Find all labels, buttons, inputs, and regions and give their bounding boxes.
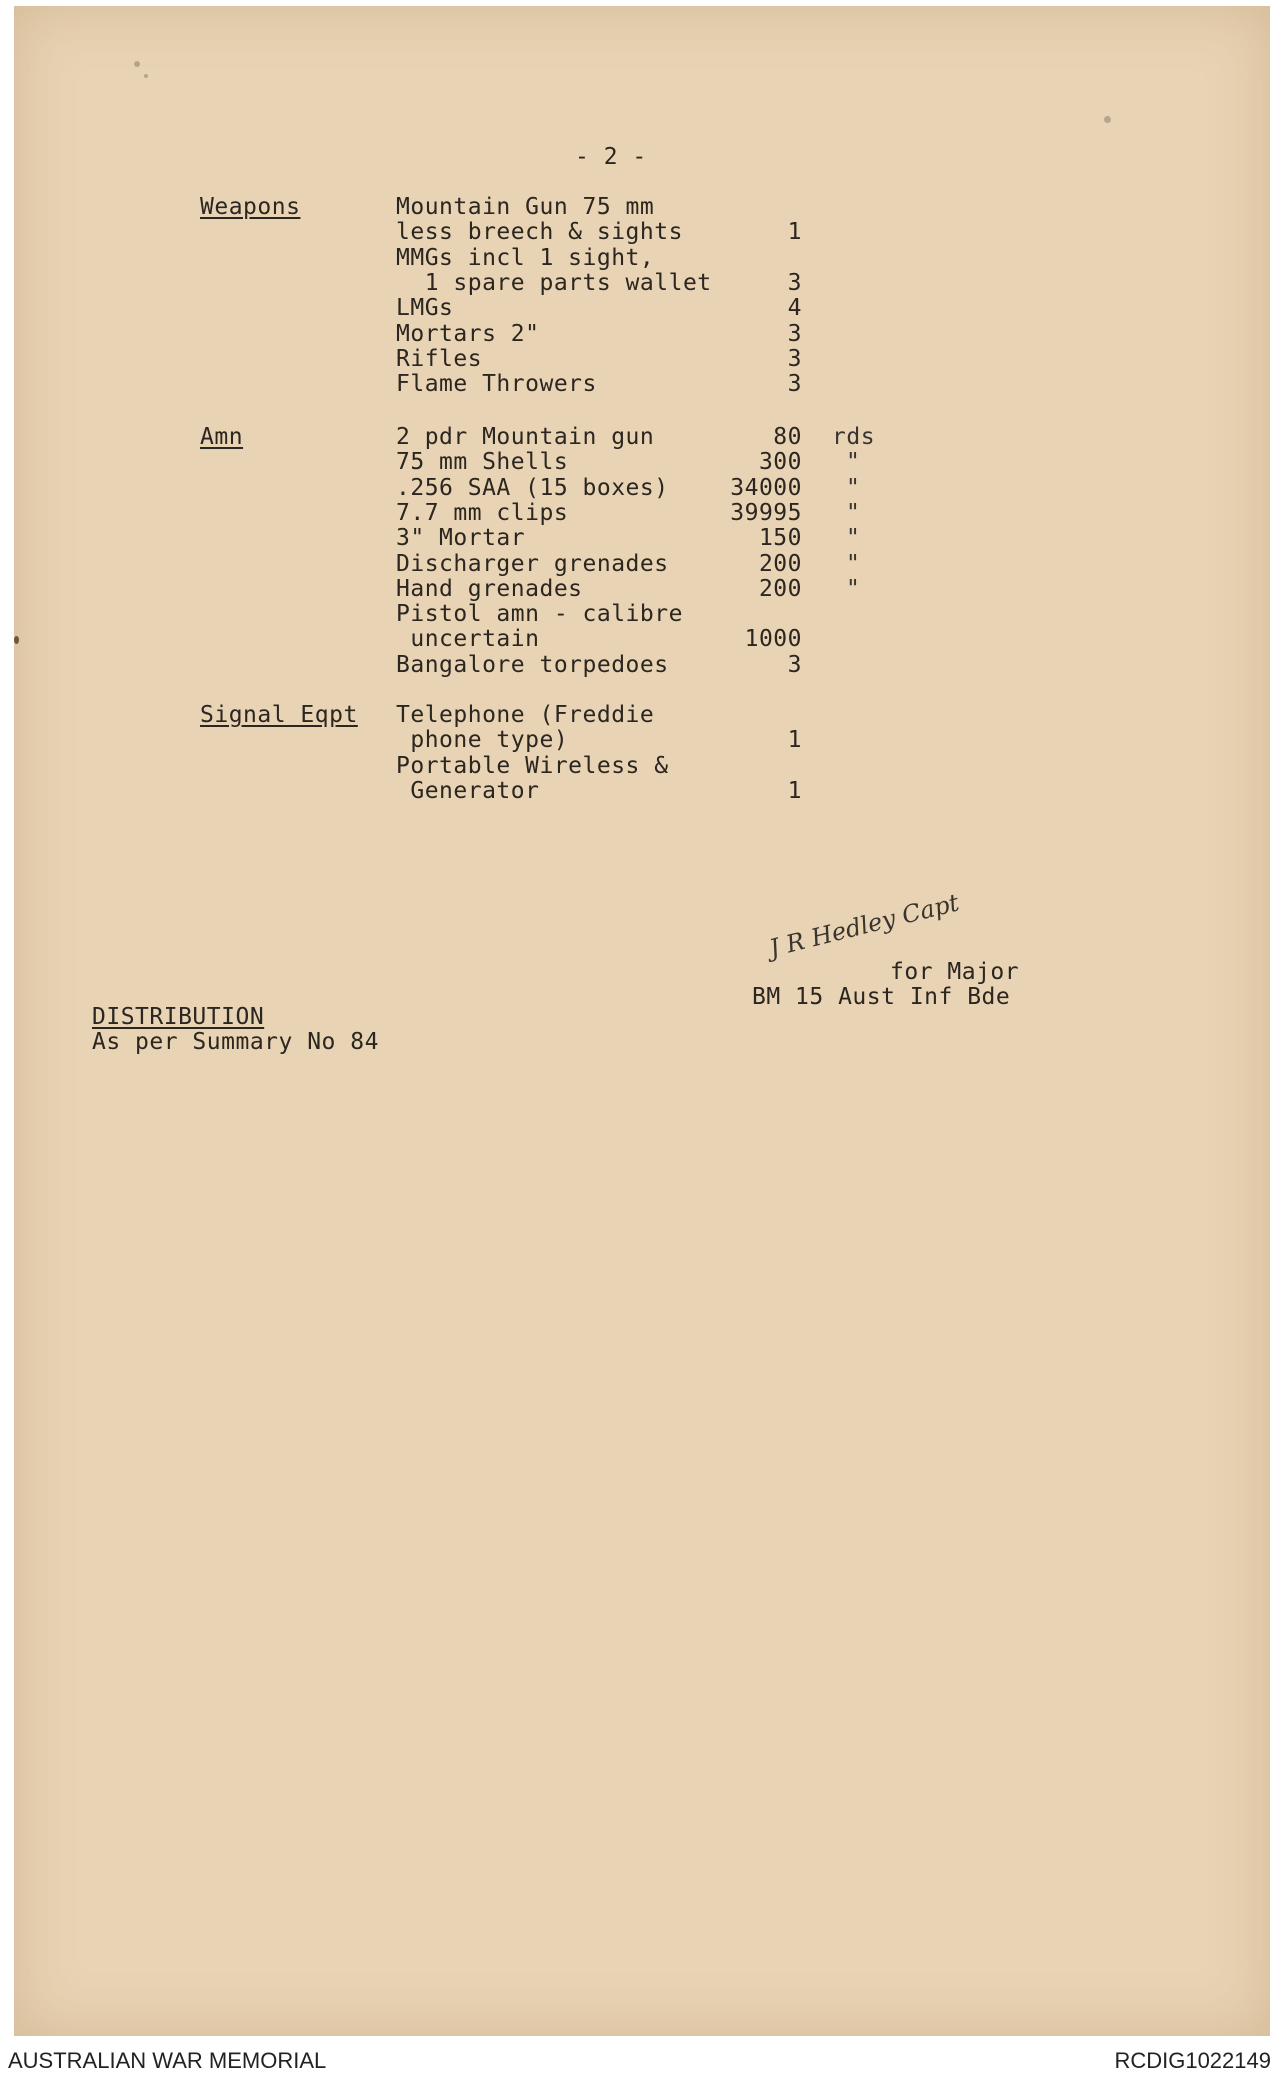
item-unit: ": [846, 525, 861, 552]
item-description: 1 spare parts wallet: [396, 269, 712, 296]
item-quantity: 200: [758, 550, 802, 577]
item-quantity: 4: [787, 295, 802, 322]
item-quantity: 200: [758, 575, 802, 602]
item-description: phone type): [396, 727, 569, 754]
item-quantity: 34000: [730, 474, 802, 501]
ink-speck: [1104, 116, 1111, 123]
item-unit: ": [846, 449, 861, 476]
item-unit: ": [846, 550, 861, 577]
item-description: MMGs incl 1 sight,: [396, 244, 655, 271]
item-unit: ": [846, 499, 861, 526]
ink-speck: [134, 61, 140, 67]
section-heading: Amn: [200, 424, 244, 450]
item-quantity: 3: [787, 651, 802, 678]
item-description: Portable Wireless &: [396, 752, 669, 779]
item-description: .256 SAA (15 boxes): [396, 474, 669, 501]
item-description: uncertain: [396, 626, 540, 653]
signature-appointment: BM 15 Aust Inf Bde: [752, 984, 1011, 1010]
distribution-heading: DISTRIBUTION: [92, 1004, 265, 1030]
item-quantity: 1: [787, 777, 802, 804]
item-quantity: 3: [787, 345, 802, 372]
item-description: less breech & sights: [396, 219, 683, 246]
item-description: Pistol amn - calibre: [396, 601, 683, 628]
item-quantity: 3: [787, 371, 802, 398]
item-quantity: 3: [787, 320, 802, 347]
item-description: Hand grenades: [396, 575, 583, 602]
ink-speck: [14, 636, 19, 644]
item-description: Bangalore torpedoes: [396, 651, 669, 678]
item-unit: ": [846, 474, 861, 501]
ink-speck: [144, 74, 148, 78]
signature-rank: for Major: [890, 959, 1020, 985]
item-unit: rds: [832, 424, 876, 450]
item-description: 3" Mortar: [396, 525, 526, 552]
item-description: Telephone (Freddie: [396, 702, 655, 728]
item-description: Rifles: [396, 345, 483, 372]
item-description: LMGs: [396, 295, 454, 322]
item-description: 75 mm Shells: [396, 449, 569, 476]
section-heading: Signal Eqpt: [200, 702, 358, 728]
item-description: Mountain Gun 75 mm: [396, 194, 655, 220]
item-quantity: 80: [773, 424, 802, 450]
item-description: Discharger grenades: [396, 550, 669, 577]
item-unit: ": [846, 575, 861, 602]
item-description: 2 pdr Mountain gun: [396, 424, 655, 450]
page-number: - 2 -: [575, 144, 647, 170]
item-description: Mortars 2": [396, 320, 540, 347]
handwritten-signature: J R Hedley Capt: [766, 888, 962, 963]
item-quantity: 1000: [744, 626, 802, 653]
section-heading: Weapons: [200, 194, 301, 220]
item-description: 7.7 mm clips: [396, 499, 569, 526]
footer-right: RCDIG1022149: [1114, 2048, 1271, 2073]
item-quantity: 39995: [730, 499, 802, 526]
footer-left: AUSTRALIAN WAR MEMORIAL: [8, 2048, 327, 2073]
item-quantity: 1: [787, 219, 802, 246]
distribution-text: As per Summary No 84: [92, 1029, 379, 1055]
item-quantity: 300: [758, 449, 802, 476]
item-quantity: 3: [787, 269, 802, 296]
item-quantity: 1: [787, 727, 802, 754]
item-description: Flame Throwers: [396, 371, 597, 398]
item-description: Generator: [396, 777, 540, 804]
item-quantity: 150: [758, 525, 802, 552]
